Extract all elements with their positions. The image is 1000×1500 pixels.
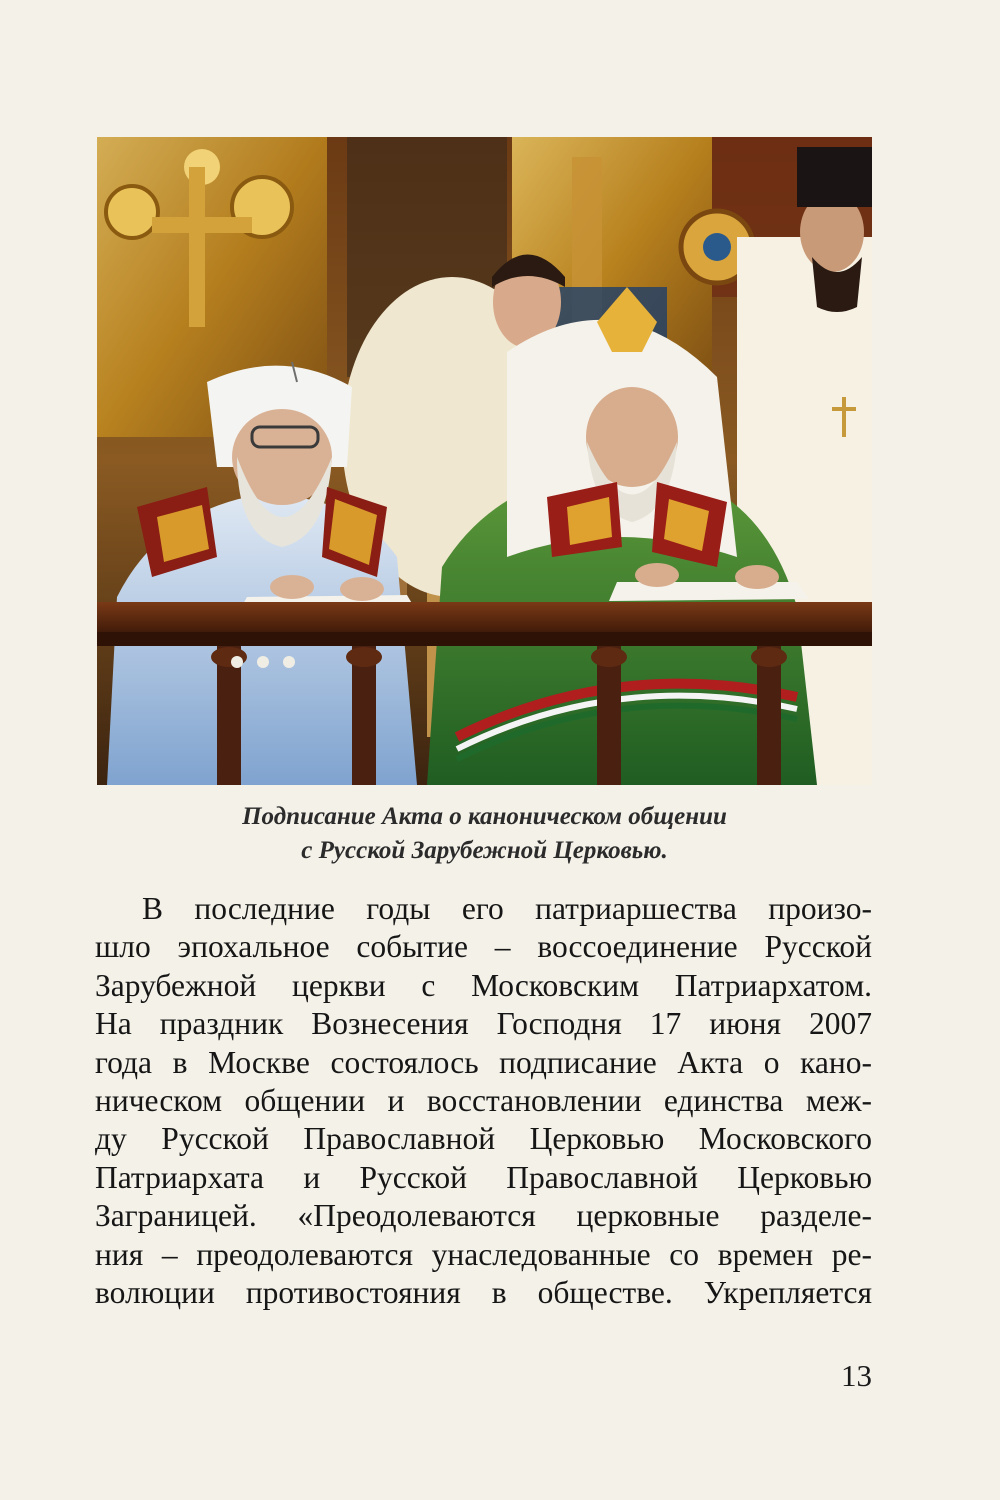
- text-line: На праздник Вознесения Господня 17 июня 2007: [95, 1006, 872, 1042]
- signing-ceremony-photo: [97, 137, 872, 785]
- text-line: ду Русской Православной Церковью Московского: [95, 1121, 872, 1157]
- text-line: волюции противостояния в обществе. Укрепляется: [95, 1274, 872, 1310]
- photo-illustration: [97, 137, 872, 785]
- text-line: года в Москве состоялось подписание Акта о кано-: [95, 1044, 872, 1080]
- caption-line-2: с Русской Зарубежной Церковью.: [301, 837, 668, 864]
- page-number: 13: [841, 1358, 872, 1393]
- text-line: шло эпохальное событие – воссоединение Русской: [95, 929, 872, 965]
- photo-caption: [97, 800, 872, 868]
- caption-line-1: Подписание Акта о каноническом общении: [242, 803, 727, 830]
- text-line: Заграницей. «Преодолеваются церковные разделе-: [95, 1198, 872, 1234]
- text-line: ническом общении и восстановлении единства меж-: [95, 1082, 872, 1118]
- text-line: ния – преодолеваются унаследованные со времен ре-: [95, 1236, 872, 1272]
- text-line: Патриархата и Русской Православной Церковью: [95, 1159, 872, 1195]
- body-paragraph: [95, 890, 872, 1312]
- text-line: Зарубежной церкви с Московским Патриархатом.: [95, 967, 872, 1003]
- text-line: В последние годы его патриаршества произо-: [142, 891, 872, 926]
